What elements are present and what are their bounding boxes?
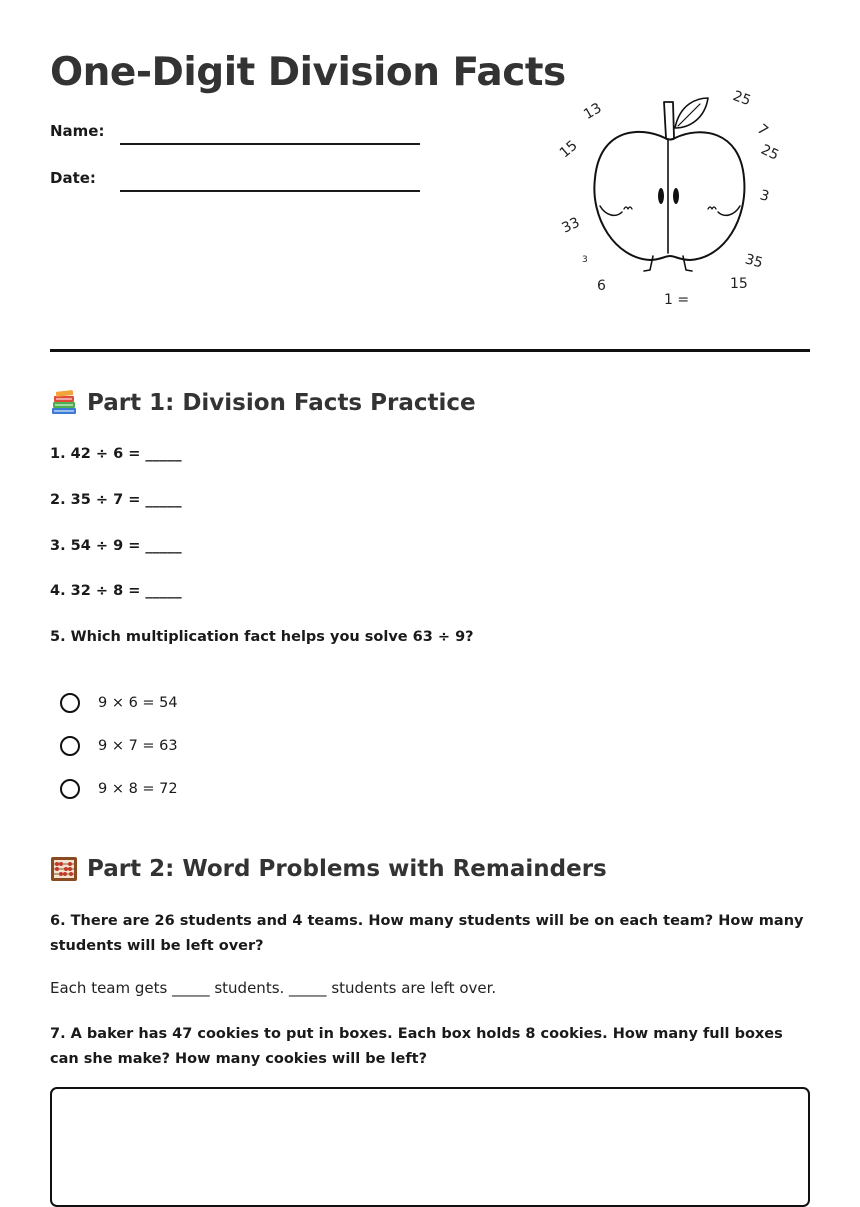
- option-label: 9 × 6 = 54: [98, 695, 178, 711]
- question-2: 2. 35 ÷ 7 = _____: [50, 492, 182, 508]
- part1-heading: [50, 390, 476, 416]
- question-6-answer: Each team gets _____ students. _____ students are left over.: [50, 979, 497, 997]
- radio-button[interactable]: [60, 693, 80, 713]
- name-label: Name:: [50, 122, 105, 140]
- clock-number: 3: [582, 255, 588, 265]
- radio-button[interactable]: [60, 736, 80, 756]
- clock-number: 15: [730, 276, 748, 292]
- worksheet-title: One-Digit Division Facts: [50, 50, 566, 95]
- question-4: 4. 32 ÷ 8 = _____: [50, 583, 182, 599]
- clock-number: 13: [581, 100, 605, 123]
- clock-number: 25: [730, 88, 753, 110]
- date-label: Date:: [50, 169, 96, 187]
- q5-option-3[interactable]: [60, 779, 178, 799]
- part2-heading: [50, 856, 607, 882]
- radio-button[interactable]: [60, 779, 80, 799]
- books-icon: [50, 390, 78, 416]
- question-5: 5. Which multiplication fact helps you solve 63 ÷ 9?: [50, 629, 474, 645]
- name-field[interactable]: [120, 143, 420, 145]
- part2-heading-text: Part 2: Word Problems with Remainders: [87, 856, 607, 882]
- question-6: 6. There are 26 students and 4 teams. How many students will be on each team? How many students will be left over?: [50, 913, 804, 954]
- apple-number-clock-icon: [540, 88, 800, 318]
- abacus-icon: [50, 856, 78, 882]
- clock-number: 33: [559, 214, 583, 237]
- option-label: 9 × 8 = 72: [98, 781, 178, 797]
- question-7-answer-box[interactable]: [50, 1087, 810, 1207]
- clock-number: 3: [758, 187, 771, 206]
- date-field[interactable]: [120, 190, 420, 192]
- clock-number: 35: [743, 251, 765, 272]
- clock-number: 6: [597, 278, 606, 294]
- clock-number: 25: [758, 141, 782, 164]
- question-1: 1. 42 ÷ 6 = _____: [50, 446, 182, 462]
- q5-option-2[interactable]: [60, 736, 178, 756]
- clock-number: 1 =: [664, 292, 690, 308]
- clock-number: 7: [753, 121, 771, 140]
- q5-option-1[interactable]: [60, 693, 178, 713]
- section-divider: [50, 349, 810, 352]
- clock-number: 15: [556, 137, 581, 162]
- option-label: 9 × 7 = 63: [98, 738, 178, 754]
- question-7: 7. A baker has 47 cookies to put in boxes. Each box holds 8 cookies. How many full boxes can she make? How many cookies will be left?: [50, 1026, 783, 1067]
- question-3: 3. 54 ÷ 9 = _____: [50, 538, 182, 554]
- part1-heading-text: Part 1: Division Facts Practice: [87, 390, 476, 416]
